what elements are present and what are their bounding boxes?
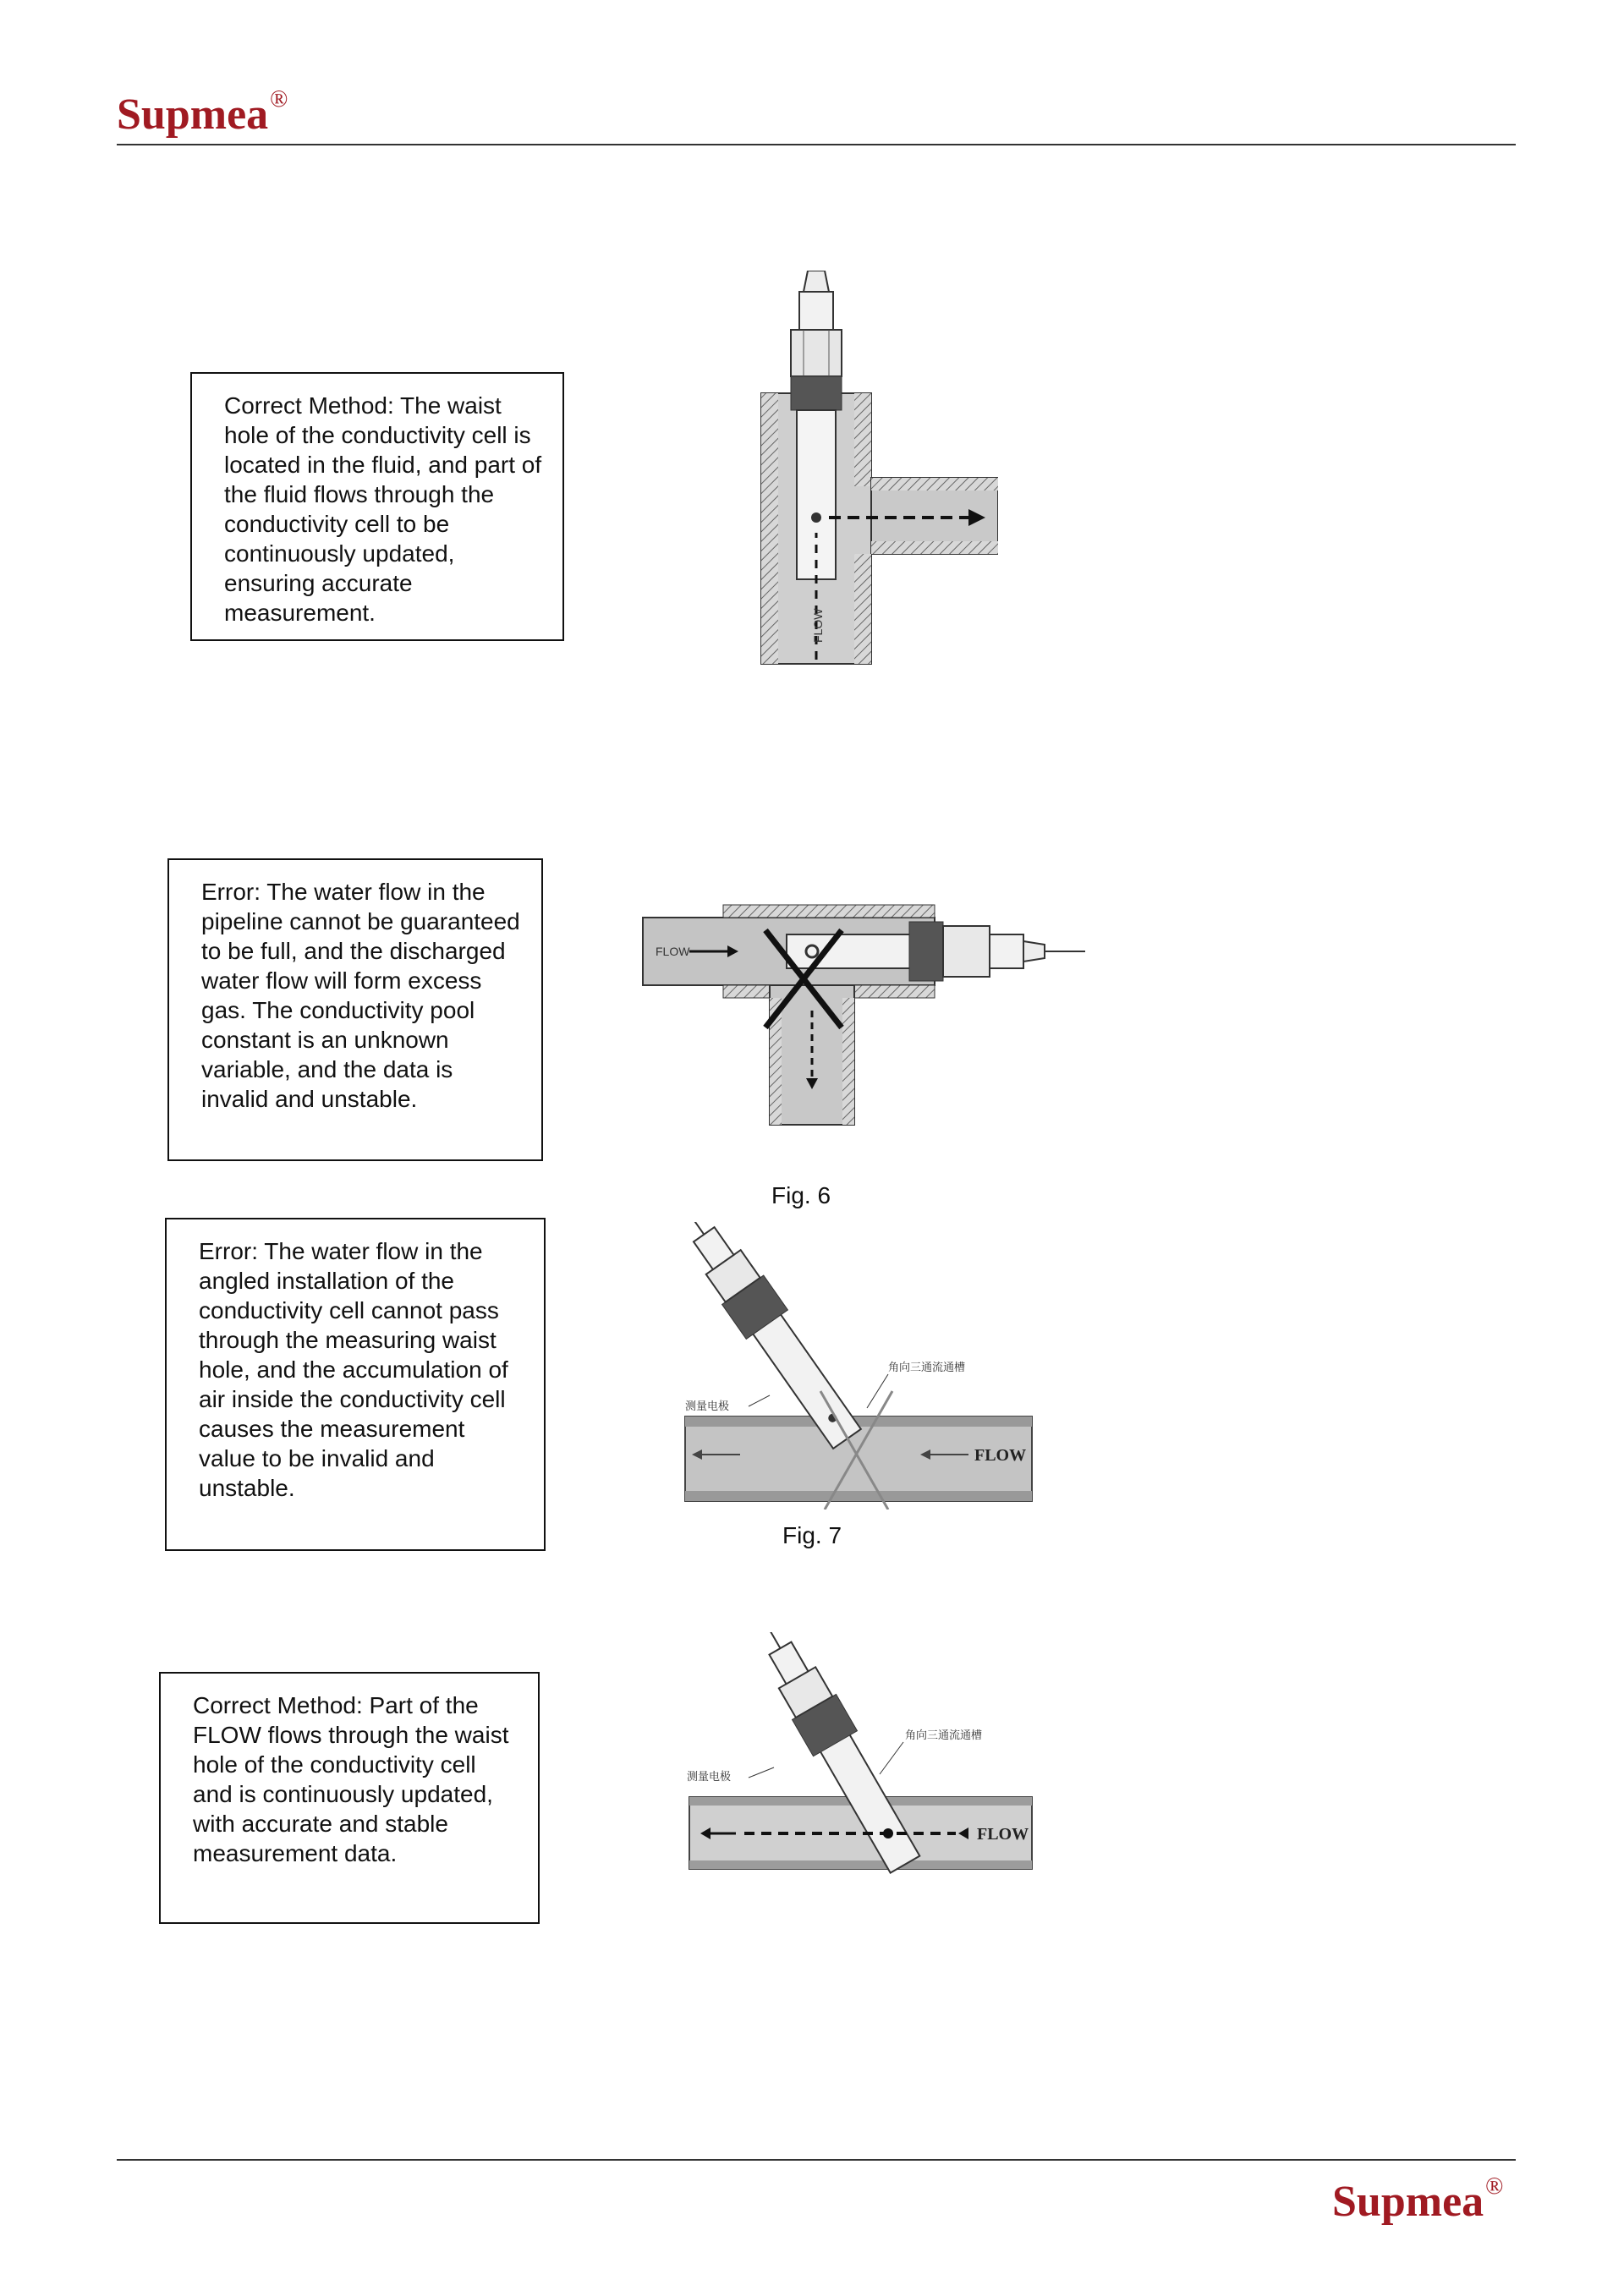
panel-correct-method-1	[190, 372, 564, 641]
electrode-label: 测量电极	[685, 1400, 730, 1413]
figure-vertical-tee	[744, 271, 998, 693]
panel-text: Error: The water flow in the pipeline cannot be guaranteed to be full, and the discharged water flow will form excess gas. The conductivity pool constant is an unknown variable, and the data is invalid and unstable.	[201, 879, 520, 1112]
flow-label: FLOW	[974, 1446, 1027, 1465]
panel-text: Correct Method: Part of the FLOW flows through the waist hole of the conductivity cell and is continuously updated, with accurate and stable measurement data.	[193, 1692, 509, 1866]
header-logo	[117, 86, 288, 139]
electrode-label: 测量电极	[687, 1771, 732, 1784]
flow-label: FLOW	[811, 608, 825, 643]
flow-label: FLOW	[977, 1825, 1029, 1844]
header-brand: Supmea	[117, 90, 269, 139]
figure-caption-7: Fig. 7	[782, 1522, 842, 1548]
panel-correct-method-2	[159, 1672, 540, 1924]
panel-text: Error: The water flow in the angled installation of the conductivity cell cannot pass through the measuring waist hole, and the accumulation of air inside the conductivity cell causes the measurement value to be invalid and unstable.	[199, 1238, 508, 1501]
header-rule	[117, 144, 1516, 145]
footer-brand: Supmea	[1332, 2178, 1484, 2226]
registered-mark: ®	[1485, 2173, 1504, 2200]
panel-error-1	[167, 858, 543, 1161]
panel-error-2	[165, 1218, 546, 1551]
figure-angled-install-correct	[677, 1632, 1066, 1886]
figure-caption-6: Fig. 6	[771, 1182, 831, 1208]
footer-logo	[1332, 2173, 1504, 2226]
figure-angled-install-error	[677, 1222, 1066, 1510]
tee-label: 角向三通流通槽	[888, 1362, 966, 1374]
flow-label: FLOW	[656, 945, 690, 958]
tee-label: 角向三通流通槽	[905, 1729, 983, 1742]
figure-horizontal-tee-error	[639, 892, 1087, 1129]
registered-mark: ®	[270, 86, 288, 112]
footer-rule	[117, 2159, 1516, 2161]
panel-text: Correct Method: The waist hole of the conductivity cell is located in the fluid, and part of the fluid flows through the conductivity cell to be continuously updated, ensuring accurate measurement.	[224, 392, 542, 626]
